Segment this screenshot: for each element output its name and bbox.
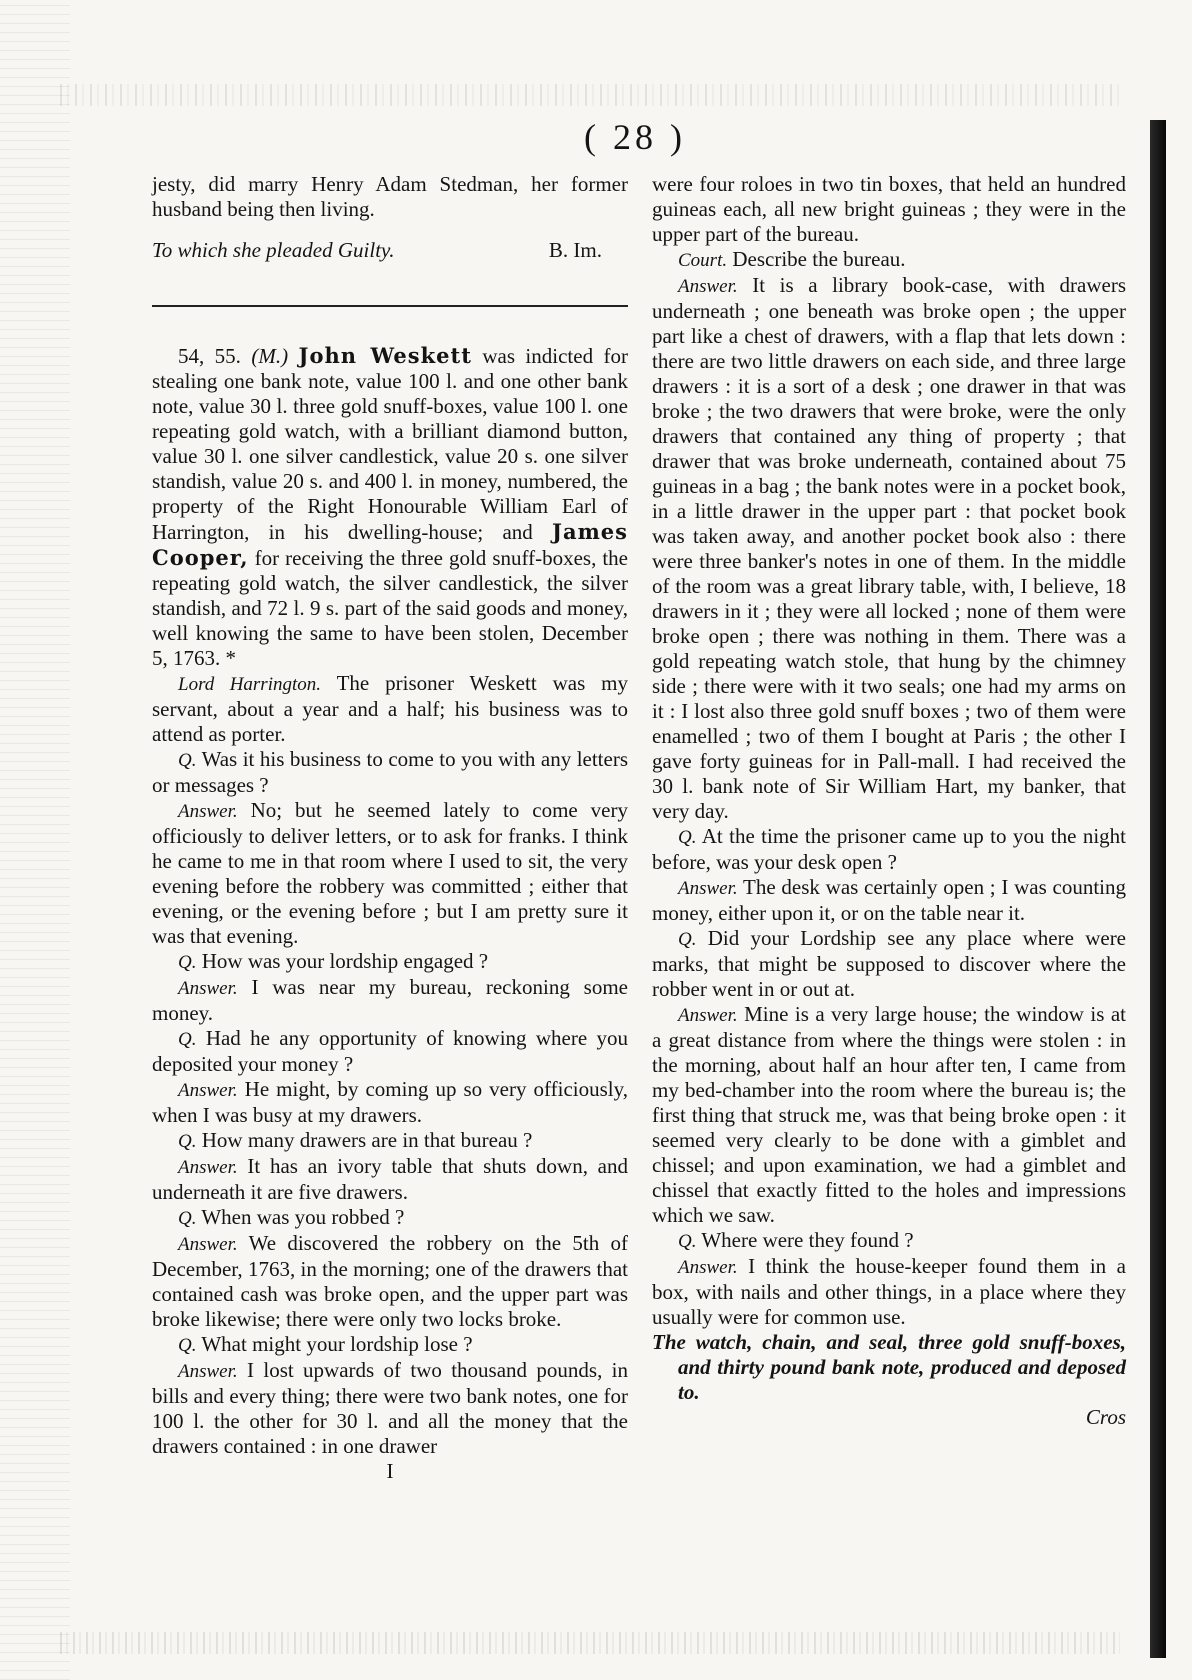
question-line (152, 949, 628, 975)
question-line (152, 1026, 628, 1077)
answer-marker: Answer. (178, 978, 238, 999)
answer-line (652, 1254, 1126, 1330)
question-marker: Q. (178, 1335, 197, 1356)
answer-text: It has an ivory table that shuts down, and underneath it are five drawers. (152, 1154, 629, 1204)
answer-text: The desk was certainly open ; I was counting money, either upon it, or on the table near it. (652, 875, 1127, 925)
answer-marker: Answer. (178, 1080, 238, 1101)
question-line (152, 1205, 628, 1231)
question-text: Describe the bureau. (732, 247, 906, 271)
question-text: Where were they found ? (701, 1228, 914, 1252)
plea-line (152, 238, 628, 263)
answer-text: Mine is a very large house; the window is at a great distance from where the things were stolen : in the morning, about half an hour after ten, I came from my bed-chamber into the room where the bureau is; the first thing that struck me, was that being broke open : it seemed very clearly to be done with a gimblet and chissel; and upon examination, we had a gimblet and chissel that exactly fitted to the holes and impressions which we saw. (652, 1002, 1127, 1227)
question-line (152, 1128, 628, 1154)
answer-marker: Answer. (178, 1157, 238, 1178)
answer-line (652, 1002, 1126, 1228)
question-text: Was it his business to come to you with any letters or messages ? (152, 747, 629, 797)
court-code: (M.) (251, 344, 289, 368)
answer-text: I think the house-keeper found them in a box, with nails and other things, in a place where they usually were for common use. (652, 1254, 1126, 1329)
indictment-text: was indicted for stealing one bank note, value 100 l. and one other bank note, value 30 l. three gold snuff-boxes, value 100 l. one repeating gold watch, with a brilliant diamond button, value 30 l. one silver candlestick, value 20 s. one silver standish, value 20 s. and 400 l. in money, numbered, the property of the Right Honourable William Earl of Harrington, in his dwelling-house; and (152, 344, 628, 544)
answer-line (652, 273, 1126, 824)
question-text: Did your Lordship see any place where were marks, that might be supposed to discover where the robber went in or out at. (652, 926, 1127, 1001)
answer-marker: Answer. (178, 801, 238, 822)
question-marker: Q. (178, 1131, 197, 1152)
question-line (152, 1332, 628, 1358)
right-column (652, 172, 1126, 1430)
answer-line (152, 798, 628, 949)
question-marker: Q. (178, 952, 197, 973)
section-divider (152, 305, 628, 307)
question-marker: Q. (178, 1029, 197, 1050)
prisoner-name: John Weskett (298, 343, 472, 368)
answer-marker: Answer. (178, 1361, 238, 1382)
question-marker: Q. (678, 1231, 697, 1252)
question-line (652, 247, 1126, 273)
question-line (652, 1228, 1126, 1254)
question-text: At the time the prisoner came up to you the night before, was your desk open ? (652, 824, 1127, 874)
answer-text: No; but he seemed lately to come very officiously to deliver letters, or to ask for franks. I think he came to me in that room where I used to sit, the very evening before the robbery was committed ; either that evening, or the evening before ; but I am pretty sure it was that evening. (152, 798, 628, 948)
case-number: 54, 55. (178, 344, 241, 368)
evidence-note: The watch, chain, and seal, three gold snuff-boxes, and thirty pound bank note, produced and deposed to. (652, 1330, 1126, 1404)
court-marker: Court. (678, 250, 728, 271)
question-marker: Q. (178, 750, 197, 771)
scan-noise-top (60, 84, 1120, 106)
paragraph: jesty, did marry Henry Adam Stedman, her former husband being then living. (152, 172, 628, 221)
answer-marker: Answer. (678, 878, 738, 899)
question-marker: Q. (178, 1208, 197, 1229)
answer-line (152, 1231, 628, 1332)
indictment-text: for receiving the three gold snuff-boxes, the repeating gold watch, the silver candlestick, the silver standish, and 72 l. 9 s. part of the said goods and money, well knowing the same to have been stolen, December 5, 1763. * (152, 546, 629, 670)
testimony-text: The prisoner Weskett was my servant, about a year and a half; his business was to attend as porter. (152, 671, 629, 746)
answer-marker: Answer. (178, 1234, 238, 1255)
prisoner-name: James Cooper, (152, 519, 628, 570)
testimony-line (152, 671, 628, 747)
speaker-label: Lord Harrington. (178, 674, 322, 695)
left-column (152, 172, 628, 1484)
answer-text: He might, by coming up so very officiously, when I was busy at my drawers. (152, 1077, 628, 1127)
question-text: How many drawers are in that bureau ? (201, 1128, 533, 1152)
paragraph: were four roloes in two tin boxes, that held an hundred guineas each, all new bright guineas ; they were in the upper part of the bureau. (652, 172, 1126, 246)
answer-line (152, 1358, 628, 1459)
question-marker: Q. (678, 827, 697, 848)
book-spine-shadow (1150, 120, 1166, 1658)
scan-noise-bottom (60, 1632, 1120, 1654)
sentence-reference: B. Im. (548, 238, 602, 262)
answer-line (652, 875, 1126, 926)
answer-marker: Answer. (678, 1005, 738, 1026)
plea-text: To which she pleaded Guilty. (152, 238, 395, 262)
answer-line (152, 975, 628, 1026)
page-edge-shading (0, 0, 70, 1680)
catchword: Cros (1085, 1405, 1126, 1429)
question-text: How was your lordship engaged ? (201, 949, 489, 973)
answer-text: It is a library book-case, with drawers underneath ; one beneath was broke open ; the upper part like a chest of drawers, with a flap that lets down : there are two little drawers on each side, and three large drawers : it is a sort of a desk ; one drawer in that was broke ; the two drawers that were broke, were the only drawers that contained any thing of property ; that drawer that was broke underneath, contained about 75 guineas in a bag ; the bank notes were in a pocket book, in a little drawer in the upper part : that pocket book was taken away, and another pocket book also : there were three banker's notes in one of them. In the middle of the room was a great library table, with, I believe, 18 drawers in it ; they were all locked ; none of them were broke open ; there was nothing in them. There was a gold repeating watch stole, that hung by the chimney side ; there were with it two seals; one had my arms on it : I lost also three gold snuff boxes ; two of them were enamelled ; two of them I bought at Paris ; the other I gave forty guineas for in Pall-mall. I had received the 30 l. bank note of Sir William Hart, my banker, that very day. (652, 273, 1126, 823)
question-line (152, 747, 628, 798)
question-marker: Q. (678, 929, 697, 950)
case-heading (152, 343, 628, 671)
question-line (652, 824, 1126, 875)
question-text: When was you robbed ? (201, 1205, 405, 1229)
answer-text: I was near my bureau, reckoning some money. (152, 975, 629, 1025)
answer-text: I lost upwards of two thousand pounds, in bills and every thing; there were two bank notes, one for 100 l. the other for 30 l. and all the money that the drawers contained : in one drawer (152, 1358, 628, 1458)
signature-mark: I (386, 1459, 394, 1483)
answer-line (152, 1154, 628, 1205)
question-line (652, 926, 1126, 1002)
answer-marker: Answer. (678, 276, 738, 297)
page-number: ( 28 ) (584, 117, 686, 157)
answer-marker: Answer. (678, 1257, 738, 1278)
answer-text: We discovered the robbery on the 5th of December, 1763, in the morning; one of the drawers that contained cash was broke open, and the upper part was broke likewise; there were only two locks broke. (152, 1231, 628, 1331)
answer-line (152, 1077, 628, 1128)
question-text: What might your lordship lose ? (201, 1332, 473, 1356)
question-text: Had he any opportunity of knowing where you deposited your money ? (152, 1026, 628, 1076)
